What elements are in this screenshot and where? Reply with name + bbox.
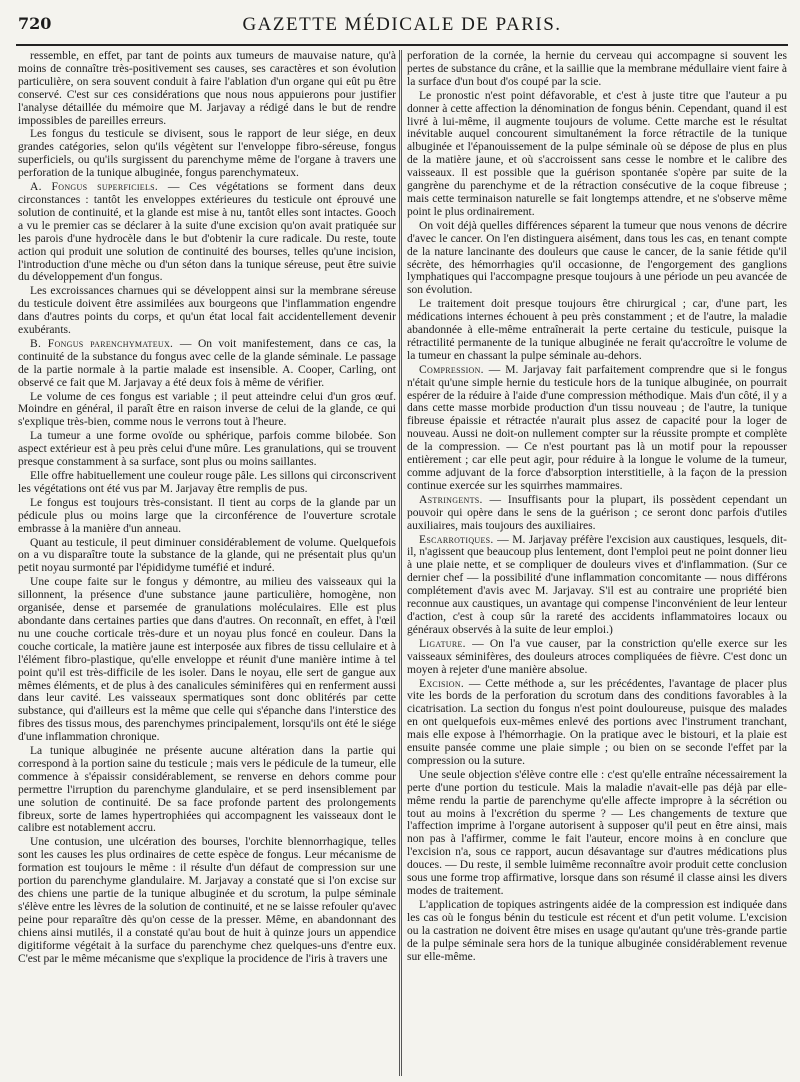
paragraph-text: On l'a vue causer, par la constriction qu'elle exerce sur les vaisseaux séminifères, des douleurs atroces compliquées de fièvre. C'est donc un moyen à rejeter d'une manière absolue. [407,637,787,676]
section-heading: Ligature. — [419,637,484,650]
left-column [18,50,396,1076]
page-header [18,10,786,40]
paragraph-text: Le volume de ces fongus est variable ; il peut atteindre celui d'un gros œuf. Moindre en général, il paraît être en raison inverse de celui de la glande, ce qui s'explique très-bien, comme nous le verrons tout à l'heure. [18,390,396,429]
section-heading: A. Fongus superficiels. — [30,181,180,194]
paragraph [407,494,787,533]
paragraph [18,391,396,430]
paragraph-text: ressemble, en effet, par tant de points aux tumeurs de mauvaise nature, qu'à moins de connaître très-positivement ses causes, ses caractères et son évolution particulière, on sera souvent conduit à faire l'ablation d'un organe qui eût pu être conservé. C'est sur ces considérations que nous nous appuierons pour justifier l'analyse détaillée du mémoire que M. Jarjavay a rédigé dans le but de rendre impossibles de pareilles erreurs. [18,50,396,127]
paragraph [407,678,787,768]
paragraph [18,497,396,536]
paragraph-text: La tumeur a une forme ovoïde ou sphérique, parfois comme bilobée. Son aspect extérieur est à peu près celui d'une mûre. Les granulations, qui se trouvent presque constamment à sa surface, sont plus ou moins saillantes. [18,430,396,469]
paragraph-text: M. Jarjavay préfère l'excision aux caustiques, lesquels, dit-il, n'agissent que beaucoup plus lentement, dont l'emploi peut ne point donner lieu à une plaie nette, et se compliquer de douleurs vives et d'inflammation. (Sur ce dernier chef — la possibilité d'une inflammation concomitante — nous différons complétement d'avis avec M. Jarjavay. S'il est au contraire une propriété bien reconnue aux caustiques, un avantage qui compense l'inconvénient de leur lenteur d'action, c'est à coup sûr la rareté des accidents inflammatoires locaux ou généraux observés à la suite de leur emploi.) [407,533,787,636]
paragraph [407,899,787,964]
paragraph [18,338,396,390]
section-heading: Compression. — [419,363,501,376]
paragraph [407,769,787,898]
paragraph-text: Le fongus est toujours très-consistant. Il tient au corps de la glande par un pédicule plus ou moins large que la circonférence de l'ouverture scrotale embrasse à la manière d'un anneau. [18,496,396,535]
paragraph-text: Le traitement doit presque toujours être chirurgical ; car, d'une part, les médications internes échouent à peu près constamment ; et de l'autre, la maladie abandonnée à elle-même entraînerait la perte certaine du testicule, puisque la rétractilité permanente de la tunique albuginée ne ferait qu'accroître le volume de la tumeur en chassant la pulpe séminale au-dehors. [407,298,787,362]
paragraph-text: On voit manifestement, dans ce cas, la continuité de la substance du fongus avec celle de la glande séminale. Le passage de la partie normale à la partie malade est insensible. A. Cooper, Carling, ont observé ce fait que M. Jarjavay a été deux fois à même de vérifier. [18,337,396,389]
paragraph [407,534,787,637]
paragraph-text: Elle offre habituellement une couleur rouge pâle. Les sillons qui circonscrivent les végétations ont été vus par M. Jarjavay être remplis de pus. [18,470,396,495]
paragraph-text: Insuffisants pour la plupart, ils possèdent cependant un pouvoir qui opère dans le sens de la guérison ; ce seront donc parfois d'utiles auxiliaires, mais toujours des auxiliaires. [407,493,787,532]
paragraph-text: Une coupe faite sur le fongus y démontre, au milieu des vaisseaux qui la sillonnent, la présence d'une substance jaune particulière, homogène, non organisée, dense et parsemée de granulations moléculaires. Elle est plus abondante dans certaines parties que dans d'autres. On reconnaît, en effet, à l'œil nu une couche corticale très-dure et un noyau plus foncé en couleur. Dans la couche corticale, la matière jaune est interposée aux fibres de tissu cellulaire et à l'élément fibro-plastique, qu'elle enveloppe et réunit d'une manière intime à tel point qu'il est très-difficile de les isoler. Dans le noyau, elle sert de gangue aux mêmes éléments, et de plus à des canalicules séminifères qui en renferment aussi dans leur cavité. Les vaisseaux spermatiques sont donc oblitérés par cette substance, qui d'ailleurs est la même que celle qui s'épanche dans l'interstice des fibres des tissus mous, des parenchymes principalement, lorsqu'ils ont été le siége d'une inflammation chronique. [18,576,396,744]
paragraph-text: La tunique albuginée ne présente aucune altération dans la partie qui correspond à la portion saine du testicule ; mais vers le pédicule de la tumeur, elle commence à s'épaissir considérablement, se renverse en dehors comme pour permettre l'irruption du parenchyme glandulaire, et se perd insensiblement par une solution de continuité. De sa face profonde partent des prolongements fibreux, sorte de lames hypertrophiées qui accompagnent les vaisseaux dont le calibre est notablement accru. [18,745,396,835]
paragraph-text: On voit déjà quelles différences séparent la tumeur que nous venons de décrire d'avec le cancer. On l'en distinguera aisément, dans tous les cas, en tenant compte de la nature lancinante des douleurs que cause le cancer, de la sanie fétide qu'il sécrète, des hémorrhagies qu'il occasionne, de l'engorgement des ganglions lymphatiques qui l'accompagne presque toujours à une période un peu avancée de son évolution. [407,219,787,297]
section-heading: Excision. — [419,677,481,690]
paragraph-text: Les fongus du testicule se divisent, sous le rapport de leur siége, en deux grandes catégories, selon qu'ils végètent sur l'enveloppe fibro-séreuse, fongus superficiels, ou qu'ils surgissent du parenchyme même de l'organe à travers une perforation de la tunique albuginée, fongus parenchymateux. [18,128,396,180]
paragraph-text: M. Jarjavay fait parfaitement comprendre que si le fongus n'était qu'une simple hernie du testicule hors de la tunique albuginée, on pourrait espérer de la réduire à l'aide d'une compression méthodique. Mais d'un côté, il y a dans cette masse morbide production d'un tissu nouveau ; de l'autre, la tunique fibreuse épaissie et rétractée n'aurait plus assez de capacité pour la loger de nouveau. Aussi ne doit-on nullement compter sur la réussite prompte et complète de la compression. — Ce n'est pourtant pas là un motif pour la repousser entièrement ; car elle peut agir, pour réduire à la longue le volume de la tumeur, comme adjuvant de la force d'absorption interstitielle, à la façon de la pression continue exercée sur les squirrhes mammaires. [407,363,787,492]
page-number: 720 [18,14,52,33]
paragraph [18,836,396,965]
paragraph-text: Ces végétations se forment dans deux circonstances : tantôt les enveloppes extérieures du testicule ont éprouvé une solution de continuité, et la glande est mise à nu, tantôt elles sont intactes. Gooch a vu le premier cas se déclarer à la suite d'une excision qu'on avait pratiquée sur les parois d'une hydrocèle dans le but d'obtenir la cure radicale. Du reste, toute action qui produit une solution de continuité des bourses, telles qu'une incision, l'introduction d'une mèche ou d'un séton dans la tunique séreuse, peut être suivie du développement d'un fongus. [18,181,396,284]
paragraph [18,181,396,284]
paragraph-text: Cette méthode a, sur les précédentes, l'avantage de placer plus vite les bords de la perforation du scrotum dans des conditions favorables à la cicatrisation. La section du fongus n'est point douloureuse, puisque des malades en ont quelquefois eux-mêmes enlevé des portions avec l'instrument tranchant, mais elle expose à l'hémorrhagie. On la pratique avec le bistouri, et la plaie est ensuite pansée comme une plaie simple ; ou bien on se seconde l'effet par la compression ou la suture. [407,677,787,767]
section-heading: Astringents. — [419,493,502,506]
paragraph [407,638,787,677]
paragraph [18,128,396,180]
paragraph-text: Une seule objection s'élève contre elle : c'est qu'elle entraîne nécessairement la perte d'une portion du testicule. Mais la maladie n'avait-elle pas déjà par elle-même rendu la partie de parenchyme qu'elle affecte impropre à la sécrétion ou tout au moins à l'excrétion du sperme ? — Les changements de texture que l'affection imprime à l'organe autorisent à supposer qu'il peut en être ainsi, mais non pas à l'affirmer, comme le fait l'auteur, encore moins à en conclure que l'excision n'a, sous ce rapport, aucun désavantage sur d'autres médications plus douces. — Du reste, il semble luimême reconnaître avoir produit cette conclusion sous une forme trop affirmative, lorsque dans son résumé il classe ainsi les divers modes de traitement. [407,768,787,897]
column-divider [399,50,402,1076]
paragraph-text: perforation de la cornée, la hernie du cerveau qui accompagne si souvent les pertes de substance du crâne, et la saillie que la membrane médullaire vient faire à la surface d'un bout d'os coupé par la scie. [407,50,787,88]
paragraph [18,285,396,337]
section-heading: Escarrotiques. — [419,533,510,546]
paragraph [407,220,787,297]
paragraph-text: L'application de topiques astringents aidée de la compression est indiquée dans les cas où le fongus bénin du testicule est récent et d'un petit volume. L'excision ou la castration ne doivent être mises en usage qu'autant qu'une très-grande partie de la pulpe séminale sera hors de la tunique albuginée considérablement revenue sur elle-même. [407,898,787,963]
paragraph [407,50,787,89]
right-column [407,50,787,1076]
paragraph [407,90,787,219]
paragraph-text: Une contusion, une ulcération des bourses, l'orchite blennorrhagique, telles sont les causes les plus ordinaires de cette espèce de fongus. Leur mécanisme de formation est toujours le même : il résulte d'un défaut de compression sur une portion du parenchyme glandulaire. M. Jarjavay a constaté que si l'on excise sur des chiens une partie de la tunique albuginée et du scrotum, la pulpe séminale s'élève entre les lèvres de la solution de continuité, et ne se laisse refouler qu'avec peine pour reparaître dès qu'on cesse de la presser. Même, en abandonnant des chiens ainsi mutilés, il a constaté qu'au bout de huit à quinze jours un appendice digitiforme végétait à la surface du parenchyme chez quelques-uns d'entre eux. C'est par le même mécanisme que s'explique la procidence de l'iris à travers une [18,836,396,965]
paragraph [407,364,787,493]
paragraph-text: Quant au testicule, il peut diminuer considérablement de volume. Quelquefois on a vu disparaître toute la substance de la glande, qui ne présentait plus qu'un petit noyau surmonté par l'épididyme tuméfié et induré. [18,536,396,575]
paragraph-text: Le pronostic n'est point défavorable, et c'est à juste titre que l'auteur a pu donner à cette affection la dénomination de fongus bénin. Cependant, quand il est livré à lui-même, il augmente toujours de volume. Cette marche est le résultat inévitable auquel concourent simultanément la force rétractile de la tunique albuginée et l'épanouissement de la pulpe séminale où se dépose de plus en plus de la matière jaune, et où s'accroissent sans cesse le nombre et le calibre des vaisseaux. Il est possible que la guérison spontanée s'opère par suite de la gangrène du parenchyme et de la rétraction consécutive de la coque fibreuse ; mais cette terminaison naturelle se fait longtemps attendre, et ne s'observe même point le plus ordinairement. [407,89,787,218]
paragraph [18,50,396,127]
paragraph [18,576,396,744]
paragraph [407,298,787,363]
paragraph [18,537,396,576]
paragraph-text: Les excroissances charnues qui se développent ainsi sur la membrane séreuse du testicule doivent être assimilées aux bourgeons que l'inflammation engendre dans d'autres points du corps, et qu'un état local fait accidentellement devenir exubérants. [18,285,396,337]
journal-title: GAZETTE MÉDICALE DE PARIS. [242,14,562,35]
paragraph [18,430,396,469]
paragraph [18,745,396,835]
paragraph [18,470,396,496]
header-rule [16,44,788,46]
section-heading: B. Fongus parenchymateux. — [30,337,192,350]
